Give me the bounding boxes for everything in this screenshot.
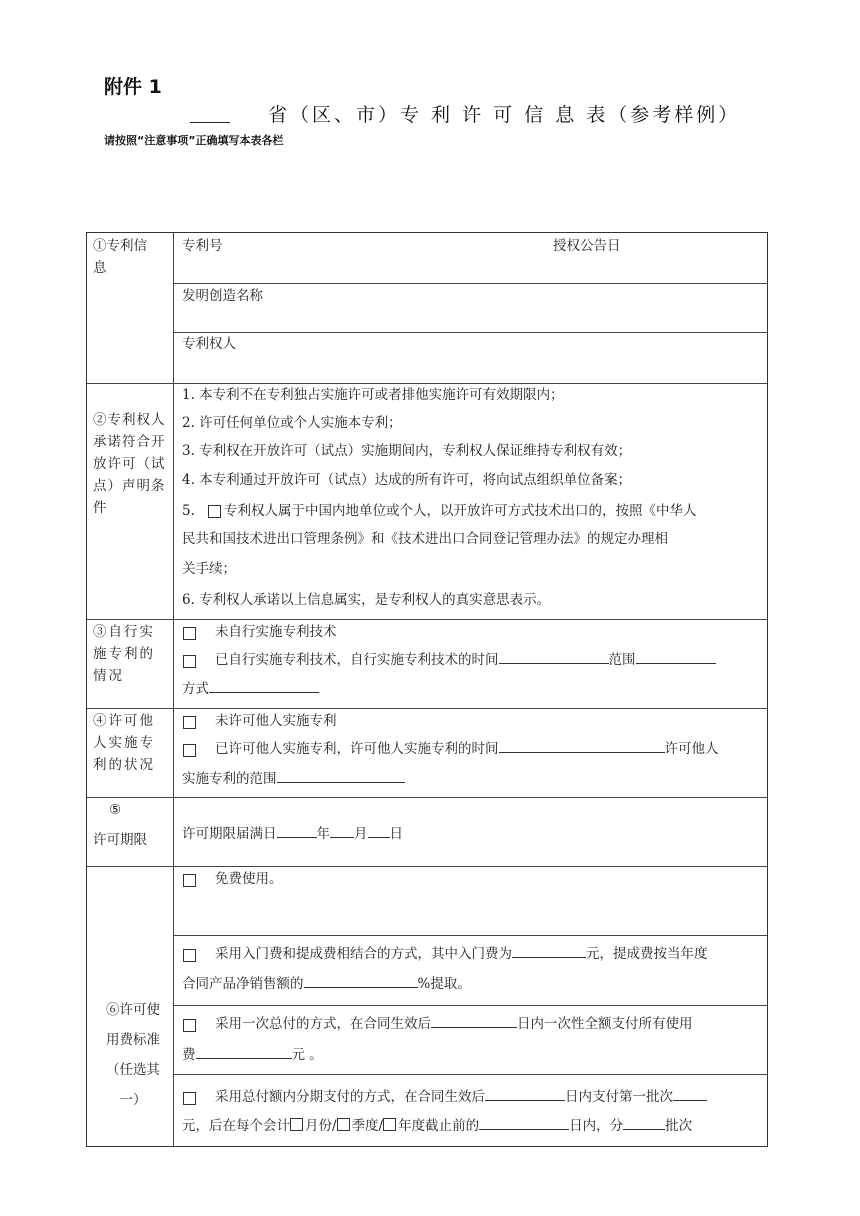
commitment-item-5-line2: 民共和国技术进出口管理条例》和《技术进出口合同登记管理办法》的规定办理相 bbox=[182, 531, 668, 547]
commitment-item-3: 3. 专利权在开放许可（试点）实施期间内，专利权人保证维持专利权有效； bbox=[182, 443, 632, 459]
sec1-label: ①专利信息 bbox=[93, 238, 147, 276]
row-divider bbox=[173, 935, 767, 936]
month-checkbox[interactable] bbox=[290, 1118, 303, 1131]
sec2-label: ②专利权人承诺符合开放许可（试点）声明条件 bbox=[93, 412, 166, 516]
lump-sum-amount-field[interactable] bbox=[196, 1044, 292, 1059]
self-implemented-text: 已自行实施专利技术，自行实施专利技术的时间 范围 bbox=[215, 649, 716, 671]
license-expiry: 许可期限届满日 年 月 日 bbox=[182, 823, 403, 845]
not-licensed-checkbox[interactable] bbox=[183, 716, 196, 729]
sec5-label-num: ⑤ bbox=[109, 802, 122, 818]
province-blank bbox=[190, 101, 230, 123]
page-title: 省（区、市）专 利 许 可 信 息 表（参考样例） bbox=[268, 104, 741, 126]
patent-number-label: 专利号 bbox=[182, 238, 223, 254]
sec5-label: 许可期限 bbox=[93, 832, 147, 848]
commitment-item-2: 2. 许可任何单位或个人实施本专利； bbox=[182, 415, 402, 431]
commitment-item-1: 1. 本专利不在专利独占实施许可或者排他实施许可有效期限内； bbox=[182, 387, 564, 403]
self-impl-time-field[interactable] bbox=[499, 649, 609, 664]
batch-count-field[interactable] bbox=[623, 1115, 665, 1130]
royalty-rate-field[interactable] bbox=[304, 973, 418, 988]
commitment-item-6: 6. 专利权人承诺以上信息属实，是专利权人的真实意思表示。 bbox=[182, 592, 551, 608]
installment-text-2: 元，后在每个会计 月份/ 季度/ 年度截止前的 日内，分 批次 bbox=[182, 1115, 692, 1137]
free-use-label: 免费使用。 bbox=[215, 871, 283, 887]
column-divider bbox=[173, 233, 174, 1146]
patentee-label: 专利权人 bbox=[182, 336, 236, 352]
sec6-label: ⑥许可使用费标准（任选其一） bbox=[106, 1002, 160, 1108]
first-batch-field[interactable] bbox=[673, 1086, 707, 1101]
quarter-checkbox[interactable] bbox=[337, 1118, 350, 1131]
licensed-scope: 实施专利的范围 bbox=[182, 768, 405, 790]
row-divider bbox=[173, 1074, 767, 1075]
row-divider bbox=[87, 797, 767, 798]
licensed-text: 已许可他人实施专利，许可他人实施专利的时间 许可他人 bbox=[215, 738, 719, 760]
self-implemented-method: 方式 bbox=[182, 678, 319, 700]
commitment-item-5-line3: 关手续； bbox=[182, 561, 236, 577]
installment-checkbox[interactable] bbox=[183, 1092, 196, 1105]
license-info-table bbox=[86, 232, 768, 1147]
commitment-item-4: 4. 本专利通过开放许可（试点）达成的所有许可，将向试点组织单位备案； bbox=[182, 472, 632, 488]
attachment-label: 附件 1 bbox=[104, 76, 162, 98]
installment-days-field[interactable] bbox=[485, 1086, 565, 1101]
combined-fee-checkbox[interactable] bbox=[183, 949, 196, 962]
self-implemented-checkbox[interactable] bbox=[183, 655, 196, 668]
expiry-month-field[interactable] bbox=[330, 823, 354, 838]
installment-period-days-field[interactable] bbox=[479, 1115, 569, 1130]
grant-date-label: 授权公告日 bbox=[553, 238, 621, 254]
commitment-item-5-line1: 专利权人属于中国内地单位或个人，以开放许可方式技术出口的，按照《中华人 bbox=[224, 503, 697, 519]
lump-sum-text-2: 费 元 。 bbox=[182, 1044, 323, 1066]
combined-fee-text: 采用入门费和提成费相结合的方式，其中入门费为 元，提成费按当年度 bbox=[215, 943, 708, 965]
sec4-label: ④许可他人实施专利的状况 bbox=[93, 713, 155, 773]
free-use-checkbox[interactable] bbox=[183, 874, 196, 887]
not-self-implemented-label: 未自行实施专利技术 bbox=[215, 624, 337, 640]
lump-sum-text: 采用一次总付的方式，在合同生效后 日内一次性全额支付所有使用 bbox=[215, 1013, 693, 1035]
commitment-item-5-num: 5. bbox=[182, 503, 195, 519]
not-self-implemented-checkbox[interactable] bbox=[183, 627, 196, 640]
row-divider bbox=[87, 708, 767, 709]
row-divider bbox=[173, 1005, 767, 1006]
export-checkbox[interactable] bbox=[208, 505, 221, 518]
not-licensed-label: 未许可他人实施专利 bbox=[215, 713, 337, 729]
combined-fee-text-2: 合同产品净销售额的 %提取。 bbox=[182, 973, 471, 995]
expiry-year-field[interactable] bbox=[277, 823, 317, 838]
self-impl-method-field[interactable] bbox=[209, 678, 319, 693]
installment-text: 采用总付额内分期支付的方式，在合同生效后 日内支付第一批次 bbox=[215, 1086, 707, 1108]
row-divider bbox=[87, 619, 767, 620]
lump-sum-days-field[interactable] bbox=[431, 1013, 517, 1028]
self-impl-scope-field[interactable] bbox=[636, 649, 716, 664]
row-divider bbox=[173, 332, 767, 333]
row-divider bbox=[87, 866, 767, 867]
fill-instruction: 请按照“注意事项”正确填写本表各栏 bbox=[104, 134, 284, 147]
license-time-field[interactable] bbox=[499, 738, 665, 753]
license-scope-field[interactable] bbox=[277, 768, 405, 783]
expiry-day-field[interactable] bbox=[368, 823, 390, 838]
licensed-checkbox[interactable] bbox=[183, 744, 196, 757]
row-divider bbox=[173, 283, 767, 284]
invention-name-label: 发明创造名称 bbox=[182, 288, 263, 304]
lump-sum-checkbox[interactable] bbox=[183, 1019, 196, 1032]
year-checkbox[interactable] bbox=[383, 1118, 396, 1131]
sec3-label: ③自行实施专利的情况 bbox=[93, 624, 155, 684]
entry-fee-field[interactable] bbox=[512, 943, 586, 958]
